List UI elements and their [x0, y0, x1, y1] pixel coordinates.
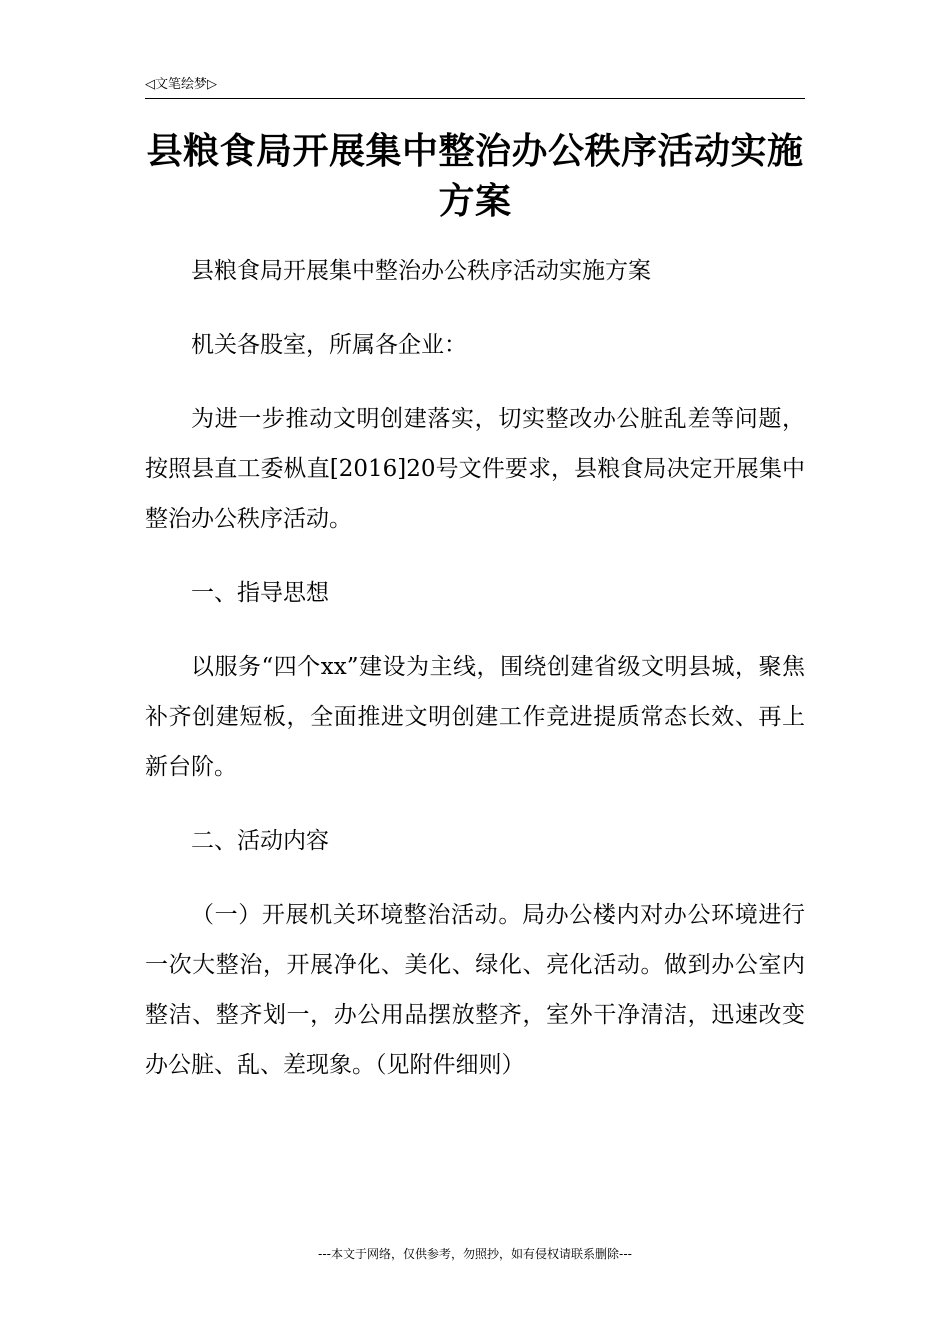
- activity-item-1-paragraph: （一）开展机关环境整治活动。局办公楼内对办公环境进行一次大整治，开展净化、美化、绿化、亮化活动。做到办公室内整洁、整齐划一，办公用品摆放整齐，室外干净清洁，迅速改变办公脏、乱、差现象。（见附件细则）: [145, 902, 805, 1078]
- page-header: [145, 76, 805, 99]
- document-body: [145, 246, 805, 1114]
- section-heading-guiding-ideology: 一、指导思想: [191, 580, 329, 606]
- page-footer: [0, 1246, 950, 1262]
- document-title: 县粮食局开展集中整治办公秩序活动实施方案: [146, 130, 804, 222]
- salutation-paragraph: 机关各股室，所属各企业：: [191, 332, 467, 358]
- intro-paragraph: 为进一步推动文明创建落实，切实整改办公脏乱差等问题，按照县直工委枞直[2016]20号文件要求，县粮食局决定开展集中整治办公秩序活动。: [145, 406, 805, 532]
- footer-notice: ---本文于网络，仅供参考，勿照抄，如有侵权请联系删除---: [318, 1247, 632, 1261]
- section-heading-activity-content: 二、活动内容: [191, 828, 329, 854]
- guiding-ideology-paragraph: 以服务“四个xx”建设为主线，围绕创建省级文明县城，聚焦补齐创建短板，全面推进文明创建工作竞进提质常态长效、再上新台阶。: [145, 654, 805, 780]
- header-label: ◁文笔绘梦▷: [145, 77, 217, 92]
- subtitle-paragraph: 县粮食局开展集中整治办公秩序活动实施方案: [191, 258, 651, 284]
